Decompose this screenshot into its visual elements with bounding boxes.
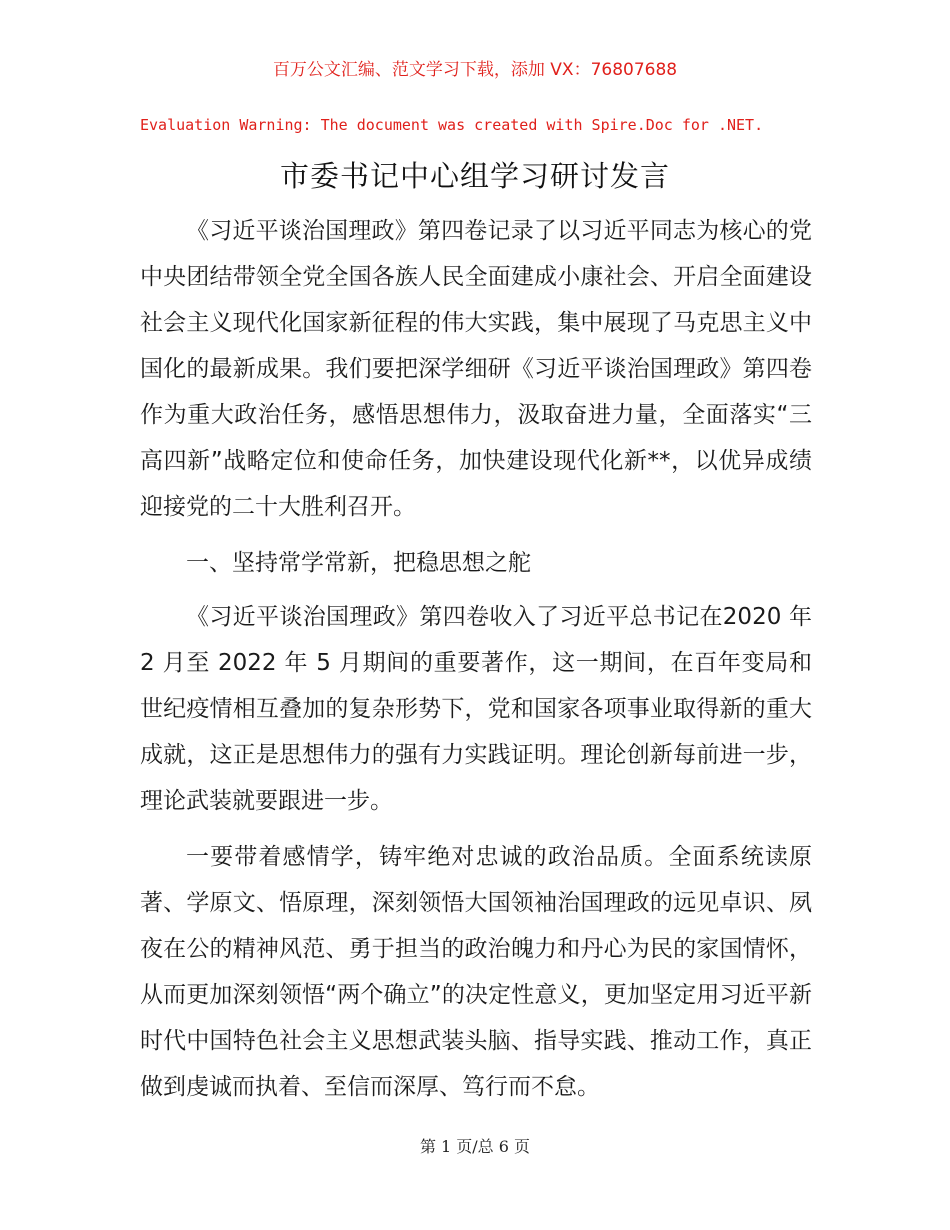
document-body — [140, 208, 812, 1120]
body-paragraph-section1: 《习近平谈治国理政》第四卷收入了习近平总书记在2020 年 2 月至 2022 年 5 月期间的重要著作，这一期间，在百年变局和世纪疫情相互叠加的复杂形势下，党和国家各项事业取得新的重大成就，这正是思想伟力的强有力实践证明。理论创新每前进一步，理论武装就要跟进一步。 — [140, 604, 812, 814]
section-heading-1: 一、坚持常学常新，把稳思想之舵 — [186, 550, 531, 576]
promo-banner: 百万公文汇编、范文学习下载，添加 VX：76807688 — [272, 60, 678, 80]
document-title: 市委书记中心组学习研讨发言 — [279, 159, 670, 193]
body-paragraph-point1: 一要带着感情学，铸牢绝对忠诚的政治品质。全面系统读原著、学原文、悟原理，深刻领悟大国领袖治国理政的远见卓识、夙夜在公的精神风范、勇于担当的政治魄力和丹心为民的家国情怀，从而更加深刻领悟“两个确立”的决定性意义，更加坚定用习近平新时代中国特色社会主义思想武装头脑、指导实践、推动工作，真正做到虔诚而执着、至信而深厚、笃行而不怠。 — [140, 844, 812, 1100]
page-number-footer: 第 1 页/总 6 页 — [419, 1137, 531, 1156]
body-paragraph-intro: 《习近平谈治国理政》第四卷记录了以习近平同志为核心的党中央团结带领全党全国各族人民全面建成小康社会、开启全面建设社会主义现代化国家新征程的伟大实践，集中展现了马克思主义中国化的最新成果。我们要把深学细研《习近平谈治国理政》第四卷作为重大政治任务，感悟思想伟力，汲取奋进力量，全面落实“三高四新”战略定位和使命任务，加快建设现代化新**，以优异成绩迎接党的二十大胜利召开。 — [140, 218, 812, 520]
evaluation-warning: Evaluation Warning: The document was created with Spire.Doc for .NET. — [140, 116, 764, 134]
